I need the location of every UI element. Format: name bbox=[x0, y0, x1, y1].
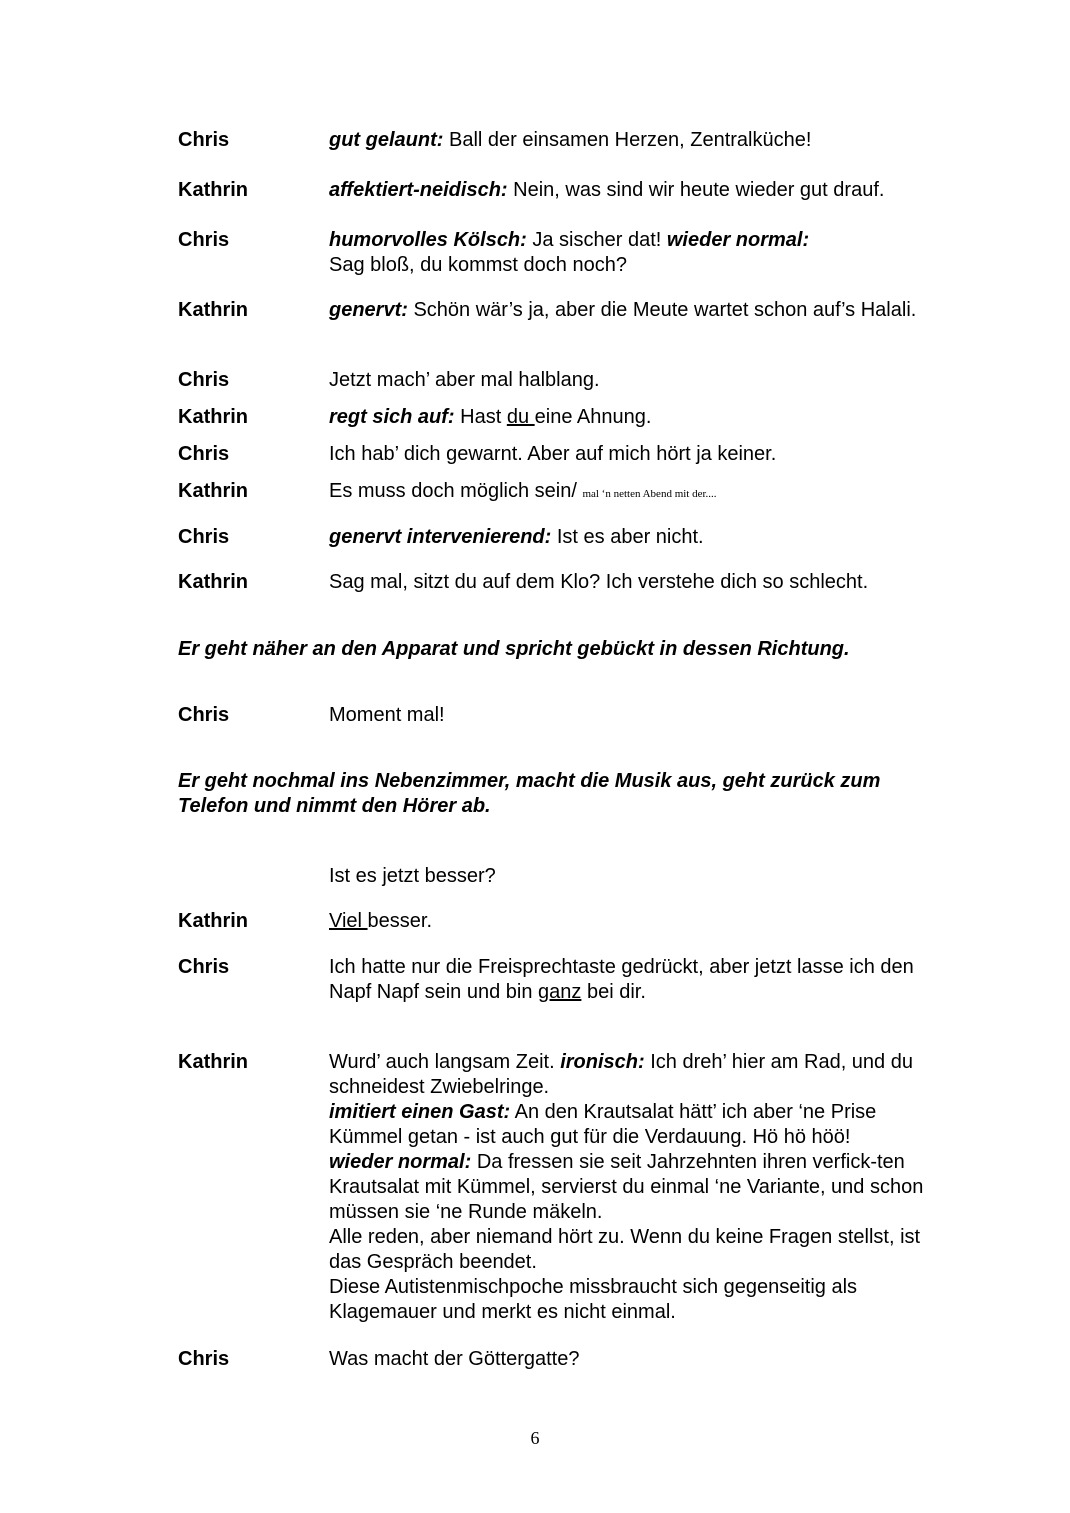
dialogue-text bbox=[329, 405, 949, 430]
dialogue-text bbox=[329, 479, 949, 507]
dialogue-text: Ist es jetzt besser? bbox=[329, 865, 496, 887]
stage-direction: genervt: bbox=[329, 299, 408, 321]
spoken-text: bei dir. bbox=[581, 981, 646, 1003]
spoken-text: Nein, was sind wir heute wieder gut drauf. bbox=[507, 179, 885, 201]
speaker-name: Chris bbox=[178, 369, 230, 391]
speaker-name: Kathrin bbox=[178, 1051, 248, 1073]
speaker-name: Kathrin bbox=[178, 299, 248, 321]
spoken-text: eine Ahnung. bbox=[534, 406, 652, 428]
spoken-text: An den Krautsalat hätt’ ich aber ‘ne Prise Kümmel getan - ist auch gut für die Verdauung. Hö hö höö! bbox=[329, 1101, 877, 1148]
spoken-text: Alle reden, aber niemand hört zu. Wenn du keine Fragen stellst, ist das Gespräch beendet. bbox=[329, 1226, 921, 1273]
spoken-text: Ball der einsamen Herzen, Zentralküche! bbox=[443, 129, 812, 151]
dialogue-text: Ich hab’ dich gewarnt. Aber auf mich hört ja keiner. bbox=[329, 443, 777, 465]
speaker-name: Chris bbox=[178, 704, 230, 726]
emphasis-text: ganz bbox=[538, 981, 582, 1003]
stage-direction: gut gelaunt: bbox=[329, 129, 444, 151]
speaker-name: Kathrin bbox=[178, 910, 248, 932]
spoken-text: Wurd’ auch langsam Zeit. bbox=[329, 1051, 561, 1073]
dialogue-text: Was macht der Göttergatte? bbox=[329, 1348, 580, 1370]
stage-direction: ironisch: bbox=[560, 1051, 645, 1073]
speaker-name: Chris bbox=[178, 129, 230, 151]
spoken-text: Sag bloß, du kommst doch noch? bbox=[329, 254, 627, 276]
spoken-text: Ich hatte nur die Freisprechtaste gedrückt, aber jetzt lasse ich den Napf Napf sein und bin bbox=[329, 956, 914, 1003]
dialogue-text: Sag mal, sitzt du auf dem Klo? Ich verstehe dich so schlecht. bbox=[329, 571, 869, 593]
dialogue-text: Jetzt mach’ aber mal halblang. bbox=[329, 369, 600, 391]
spoken-text: besser. bbox=[367, 910, 433, 932]
stage-direction: imitiert einen Gast: bbox=[329, 1101, 511, 1123]
speaker-name: Chris bbox=[178, 443, 230, 465]
stage-direction: genervt intervenierend: bbox=[329, 526, 552, 548]
spoken-text: Diese Autistenmischpoche missbraucht sich gegenseitig als Klagemauer und merkt es nicht einmal. bbox=[329, 1276, 858, 1323]
trailing-small-text: mal ‘n netten Abend mit der.... bbox=[582, 488, 717, 500]
spoken-text: Ist es aber nicht. bbox=[551, 526, 704, 548]
speaker-name: Chris bbox=[178, 526, 230, 548]
stage-direction: humorvolles Kölsch: bbox=[329, 229, 527, 251]
speaker-name: Kathrin bbox=[178, 571, 248, 593]
dialogue-text bbox=[329, 909, 949, 934]
dialogue-text bbox=[329, 955, 949, 1005]
speaker-name: Chris bbox=[178, 1348, 230, 1370]
spoken-text: Es muss doch möglich sein/ bbox=[329, 480, 583, 502]
page-number: 6 bbox=[530, 1428, 540, 1448]
dialogue-text bbox=[329, 128, 949, 153]
spoken-text: Schön wär’s ja, aber die Meute wartet schon auf’s Halali. bbox=[407, 299, 917, 321]
stage-direction-paragraph: Er geht nochmal ins Nebenzimmer, macht die Musik aus, geht zurück zum Telefon und nimmt den Hörer ab. bbox=[178, 770, 881, 817]
spoken-text: Da fressen sie seit Jahrzehnten ihren verfick-ten Krautsalat mit Kümmel, servierst du einmal ‘ne Variante, und schon müssen sie ‘ne Runde mäkeln. bbox=[329, 1151, 924, 1223]
speaker-name: Chris bbox=[178, 956, 230, 978]
stage-direction: wieder normal: bbox=[329, 1151, 472, 1173]
spoken-text: Hast bbox=[454, 406, 507, 428]
dialogue-text: Moment mal! bbox=[329, 704, 445, 726]
stage-direction: affektiert-neidisch: bbox=[329, 179, 508, 201]
speaker-name: Chris bbox=[178, 229, 230, 251]
speaker-name: Kathrin bbox=[178, 480, 248, 502]
stage-direction: wieder normal: bbox=[666, 229, 810, 251]
dialogue-text bbox=[329, 298, 949, 323]
speaker-name: Kathrin bbox=[178, 406, 248, 428]
emphasis-text: Viel bbox=[329, 910, 368, 932]
dialogue-text bbox=[329, 1050, 949, 1325]
stage-direction-paragraph: Er geht näher an den Apparat und spricht gebückt in dessen Richtung. bbox=[178, 638, 850, 660]
spoken-text: Ja sischer dat! bbox=[526, 229, 667, 251]
stage-direction: regt sich auf: bbox=[329, 406, 455, 428]
speaker-name: Kathrin bbox=[178, 179, 248, 201]
dialogue-text bbox=[329, 228, 949, 278]
spoken-text: Ich dreh’ hier am Rad, und du schneidest Zwiebelringe. bbox=[329, 1051, 913, 1098]
dialogue-text bbox=[329, 525, 949, 550]
dialogue-text bbox=[329, 178, 949, 203]
emphasis-text: du bbox=[506, 406, 535, 428]
